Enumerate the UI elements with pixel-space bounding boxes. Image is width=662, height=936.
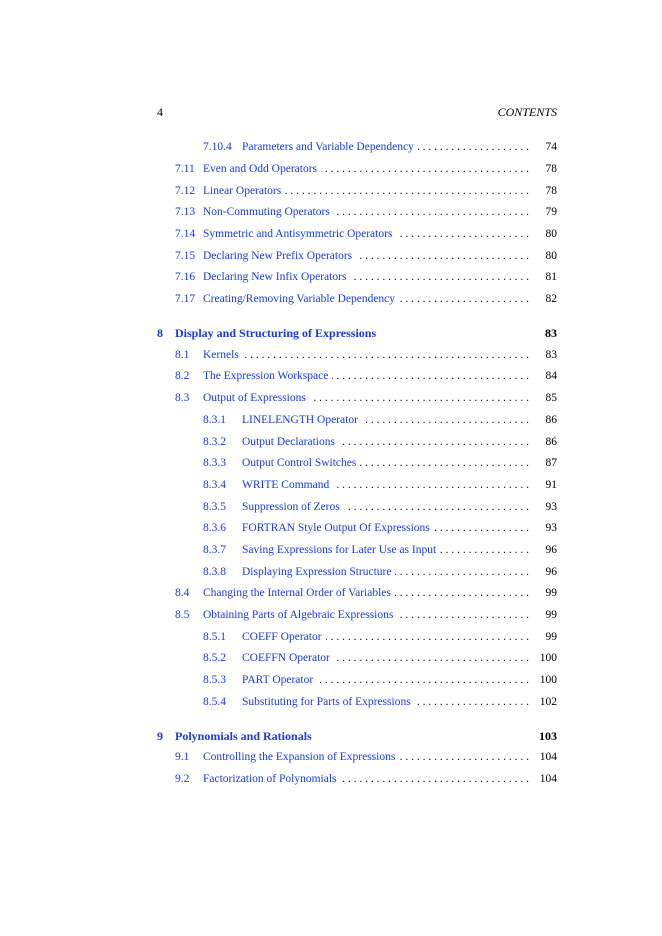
toc-entry-page: 87 [538, 455, 558, 471]
toc-entry-link[interactable]: Substituting for Parts of Expressions [242, 694, 415, 710]
toc-entry[interactable] [157, 542, 557, 558]
toc-entry-link[interactable]: Factorization of Polynomials [203, 771, 341, 787]
toc-entry-number: 7.12 [175, 185, 196, 197]
toc-entry[interactable] [157, 269, 557, 285]
toc-entry[interactable] [157, 139, 557, 155]
toc-entry-number: 8.5.1 [203, 631, 226, 643]
toc-entry-link[interactable]: Suppression of Zeros [242, 499, 344, 515]
toc-entry-page: 80 [538, 226, 558, 242]
toc-entry-page: 86 [538, 434, 558, 450]
toc-entry-link[interactable]: COEFFN Operator [242, 650, 334, 666]
toc-entry-page: 78 [538, 183, 558, 199]
toc-entry-link[interactable]: Changing the Internal Order of Variables [203, 585, 395, 601]
toc-entry-page: 80 [538, 248, 558, 264]
toc-chapter-link[interactable]: Polynomials and Rationals [175, 729, 312, 743]
toc-entry-link[interactable]: Obtaining Parts of Algebraic Expressions [203, 607, 397, 623]
toc-entry[interactable] [157, 455, 557, 471]
toc-entry-page: 104 [532, 771, 557, 787]
toc-entry-number: 8.3.8 [203, 566, 226, 578]
toc-entry[interactable] [157, 226, 557, 242]
toc-entry-link[interactable]: Controlling the Expansion of Expressions [203, 749, 399, 765]
toc-entry-link[interactable]: FORTRAN Style Output Of Expressions [242, 520, 434, 536]
toc-entry[interactable] [157, 585, 557, 601]
toc-entry-page: 91 [538, 477, 558, 493]
toc-entry-link[interactable]: Symmetric and Antisymmetric Operators [203, 226, 396, 242]
toc-entry-link[interactable]: Output of Expressions [203, 390, 310, 406]
toc-entry-number: 8.3.4 [203, 479, 226, 491]
toc-entry-link[interactable]: Even and Odd Operators [203, 161, 321, 177]
toc-entry[interactable] [157, 368, 557, 384]
toc-entry-link[interactable]: Output Control Switches [242, 455, 360, 471]
toc-entry-number: 8.5 [175, 609, 190, 621]
toc-entry-page: 99 [538, 585, 558, 601]
toc-entry-number: 7.10.4 [203, 141, 232, 153]
toc-entry-number: 8.5.3 [203, 674, 226, 686]
toc-entry[interactable] [157, 390, 557, 406]
toc-entry-number: 8.3.5 [203, 501, 226, 513]
toc-entry[interactable] [157, 412, 557, 428]
toc-entry[interactable] [157, 694, 557, 710]
toc-entry[interactable] [157, 291, 557, 307]
toc-entry-link[interactable]: Saving Expressions for Later Use as Input [242, 542, 440, 558]
toc-entry-number: 8.3.2 [203, 436, 226, 448]
toc-entry-page: 102 [532, 694, 557, 710]
toc-entry[interactable] [157, 564, 557, 580]
toc-entry-number: 8.3 [175, 392, 190, 404]
toc-entry-number: 7.13 [175, 206, 196, 218]
toc-entry-link[interactable]: Parameters and Variable Dependency [242, 139, 418, 155]
toc-entry-page: 100 [532, 672, 557, 688]
running-title: CONTENTS [497, 105, 557, 119]
toc-entry-number: 8.5.2 [203, 652, 226, 664]
toc-entry-link[interactable]: Creating/Removing Variable Dependency [203, 291, 399, 307]
toc-entry[interactable] [157, 672, 557, 688]
toc-entry-page: 83 [538, 347, 558, 363]
toc-entry-page: 74 [538, 139, 558, 155]
toc-entry-number: 9.2 [175, 773, 190, 785]
toc-entry-page: 96 [538, 542, 558, 558]
toc-entry[interactable] [157, 607, 557, 623]
toc-entry-number: 7.11 [175, 163, 195, 175]
toc-entry-link[interactable]: Kernels [203, 347, 243, 363]
toc-entry[interactable] [157, 434, 557, 450]
toc-chapter-number: 8 [157, 326, 163, 340]
toc-entry-page: 93 [538, 520, 558, 536]
toc-entry[interactable] [157, 161, 557, 177]
toc-entry-number: 8.1 [175, 349, 190, 361]
toc-chapter-number: 9 [157, 729, 163, 743]
toc-entry[interactable] [157, 183, 557, 199]
toc-entry-number: 7.14 [175, 228, 196, 240]
toc-entry-link[interactable]: Declaring New Prefix Operators [203, 248, 356, 264]
toc-entry-page: 99 [538, 629, 558, 645]
toc-entry-page: 81 [538, 269, 558, 285]
toc-entry[interactable] [157, 248, 557, 264]
toc-chapter-link[interactable]: Display and Structuring of Expressions [175, 326, 377, 340]
toc-entry-link[interactable]: Output Declarations [242, 434, 339, 450]
toc-entry-page: 99 [538, 607, 558, 623]
toc-entry[interactable] [157, 477, 557, 493]
toc-entry[interactable] [157, 204, 557, 220]
toc-entry-number: 7.16 [175, 271, 196, 283]
toc-entry[interactable] [157, 749, 557, 765]
toc-entry-number: 7.15 [175, 250, 196, 262]
toc-entry-number: 7.17 [175, 293, 196, 305]
toc-entry[interactable] [157, 347, 557, 363]
toc-entry-page: 96 [538, 564, 558, 580]
page-number: 4 [157, 105, 163, 119]
toc-entry-link[interactable]: COEFF Operator [242, 629, 326, 645]
toc-entry[interactable] [157, 771, 557, 787]
toc-entry[interactable] [157, 520, 557, 536]
toc-entry-link[interactable]: Linear Operators [203, 183, 285, 199]
toc-entry-page: 85 [538, 390, 558, 406]
toc-entry-number: 9.1 [175, 751, 190, 763]
toc-entry-link[interactable]: WRITE Command [242, 477, 333, 493]
toc-entry-page: 100 [532, 650, 557, 666]
toc-entry-page: 93 [538, 499, 558, 515]
toc-chapter[interactable] [157, 728, 557, 744]
toc-entry-link[interactable]: Non-Commuting Operators [203, 204, 334, 220]
toc-entry-link[interactable]: PART Operator [242, 672, 317, 688]
toc-entry-page: 82 [538, 291, 558, 307]
toc-entry[interactable] [157, 650, 557, 666]
toc-entry-number: 8.3.3 [203, 457, 226, 469]
toc-entry-link[interactable]: The Expression Workspace [203, 368, 332, 384]
toc-entry-page: 78 [538, 161, 558, 177]
toc-chapter[interactable] [157, 325, 557, 341]
toc-chapter-page: 83 [537, 325, 557, 341]
toc-entry-page: 84 [538, 368, 558, 384]
toc-entry-page: 86 [538, 412, 558, 428]
running-header [157, 105, 557, 121]
toc-entry-number: 8.3.7 [203, 544, 226, 556]
toc-entry-page: 79 [538, 204, 558, 220]
toc-chapter-page: 103 [531, 728, 557, 744]
toc-entry-number: 8.3.1 [203, 414, 226, 426]
toc-entry-number: 8.3.6 [203, 522, 226, 534]
toc-entry[interactable] [157, 499, 557, 515]
toc-entry-link[interactable]: Declaring New Infix Operators [203, 269, 350, 285]
toc-entry-page: 104 [532, 749, 557, 765]
toc-entry-number: 8.5.4 [203, 696, 226, 708]
toc-entry-number: 8.2 [175, 370, 190, 382]
toc-entry-number: 8.4 [175, 587, 190, 599]
toc-entry-link[interactable]: LINELENGTH Operator [242, 412, 362, 428]
toc-entry[interactable] [157, 629, 557, 645]
toc-entry-link[interactable]: Displaying Expression Structure [242, 564, 395, 580]
leader-dots [203, 347, 529, 363]
